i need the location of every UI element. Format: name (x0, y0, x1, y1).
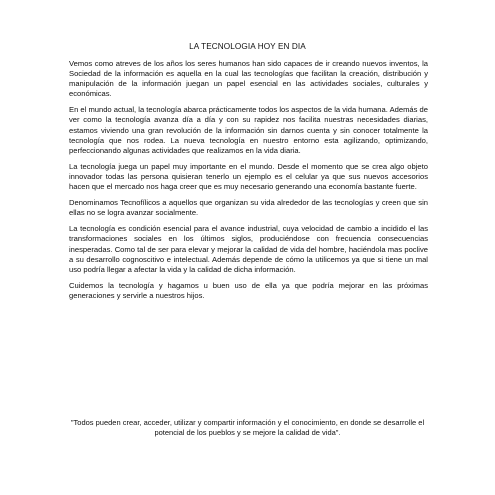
paragraph-3: La tecnología juega un papel muy importante en el mundo. Desde el momento que se crea algo objeto innovador todas las persona quisieran tenerlo un ejemplo es el celular ya que sus nuevos accesorios hacen que el mercado nos haga creer que es muy necesario generando una economía bastante fuerte. (69, 161, 428, 192)
paragraph-4: Denominamos Tecnofílicos a aquellos que organizan su vida alrededor de las tecnologías y creen que sin ellas no se logra avanzar socialmente. (69, 198, 428, 218)
document-body (69, 59, 428, 307)
paragraph-2: En el mundo actual, la tecnología abarca prácticamente todos los aspectos de la vida humana. Además de ver como la tecnología avanza día a día y con su rapidez nos facilita nuestras necesidades diarias, estamos viviendo una gran revolución de la información sin darnos cuenta y sin conocer totalmente la tecnología que nos rodea. La nueva tecnología en nuestro entorno esta agilizando, optimizando, perfeccionando algunas actividades que realizamos en la vida diaria. (69, 105, 428, 155)
paragraph-6: Cuidemos la tecnología y hagamos u buen uso de ella ya que podría mejorar en las próximas generaciones y servirle a nuestros hijos. (69, 280, 428, 300)
paragraph-1: Vemos como atreves de los años los seres humanos han sido capaces de ir creando nuevos inventos, la Sociedad de la información es aquella en la cual las tecnologías que facilitan la creación, distribución y manipulación de la información juegan un papel esencial en las actividades sociales, culturales y económicas. (69, 59, 428, 99)
document-title: LA TECNOLOGIA HOY EN DIA (189, 42, 306, 51)
paragraph-5: La tecnología es condición esencial para el avance industrial, cuya velocidad de cambio a incidido el las transformaciones sociales en los últimos siglos, produciéndose con frecuencia consecuencias inesperadas. Como tal de ser para elevar y mejorar la calidad de vida del hombre, haciéndola mas poclive a su desarrollo cognoscitivo e intelectual. Además depende de cómo la utilicemos ya que si tiene un mal uso podría llegar a afectar la vida y la calidad de dicha información. (69, 224, 428, 274)
closing-quote: "Todos pueden crear, acceder, utilizar y compartir información y el conocimiento, en donde se desarrolle el potencial de los pueblos y se mejore la calidad de vida". (70, 418, 425, 438)
